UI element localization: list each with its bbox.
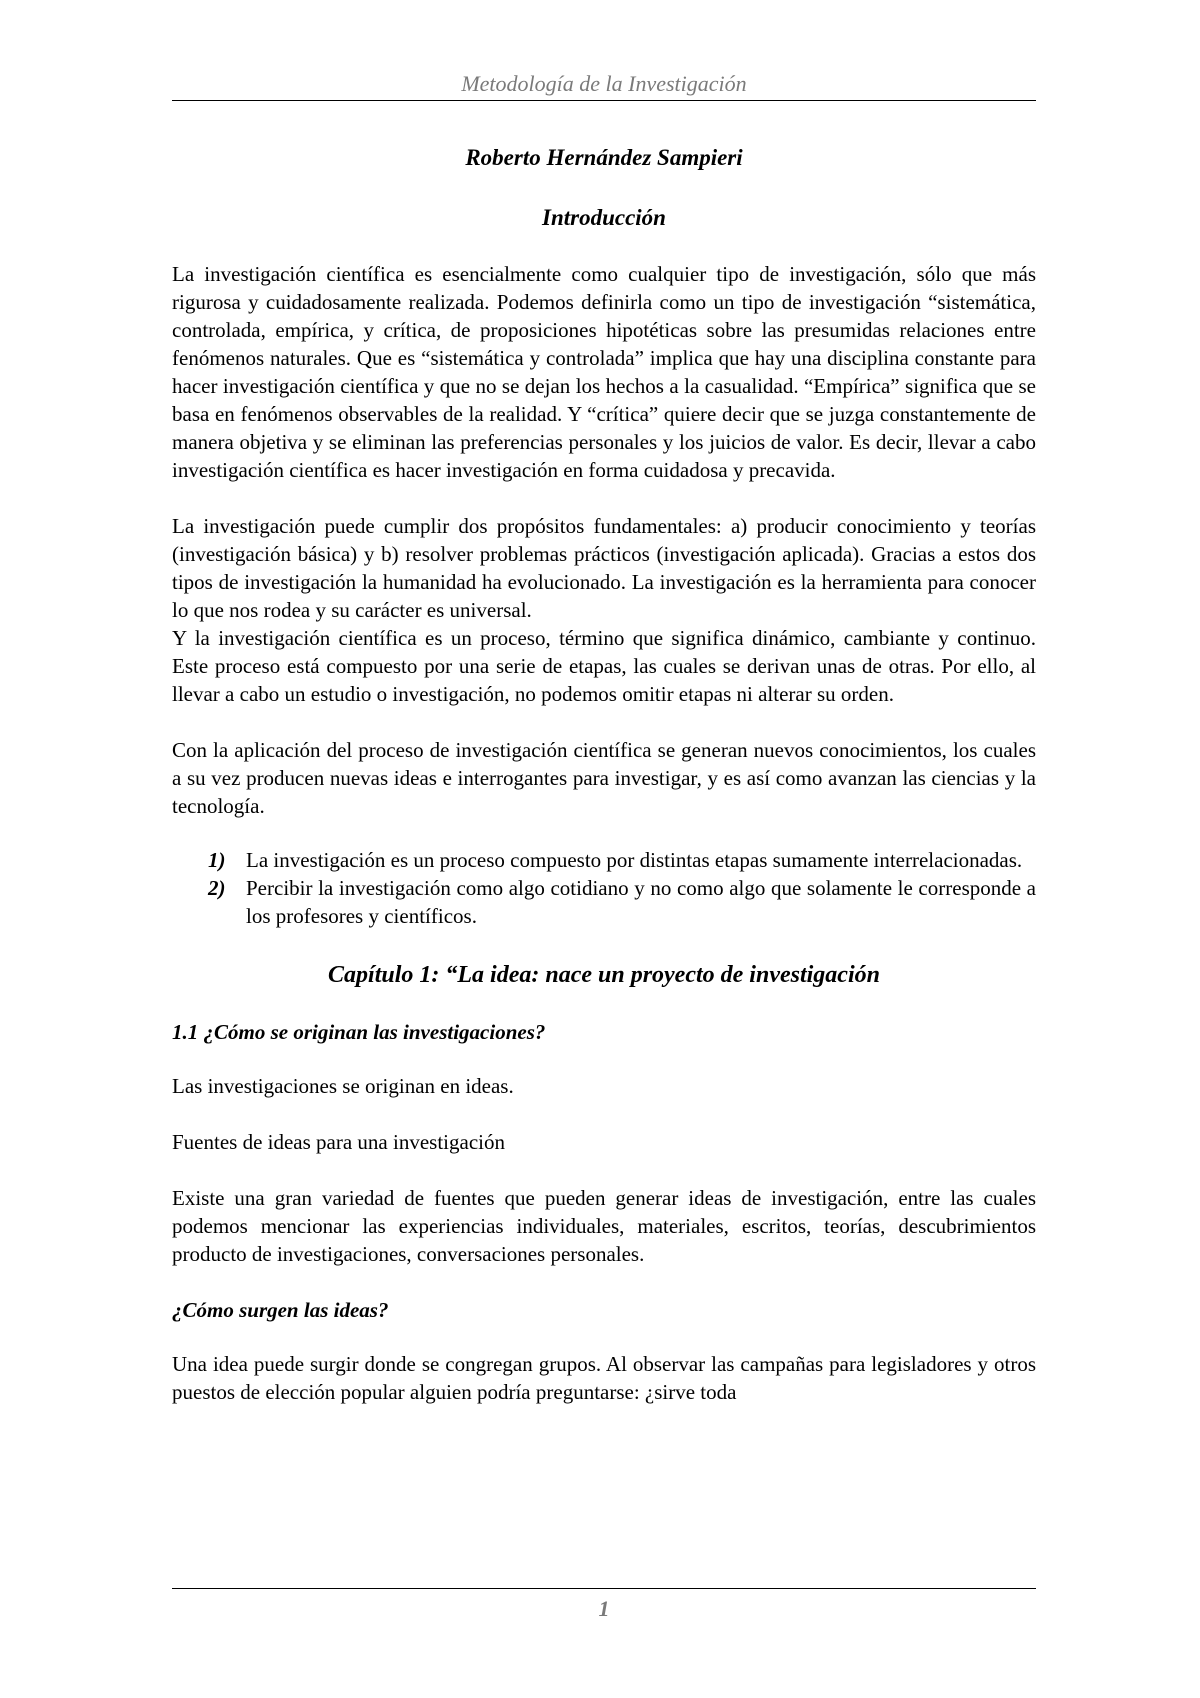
paragraph-sources-heading: Fuentes de ideas para una investigación <box>172 1130 505 1154</box>
list-text: Percibir la investigación como algo cotidiano y no como algo que solamente le corresponde a los profesores y científicos. <box>246 876 1036 928</box>
paragraph-purposes: La investigación puede cumplir dos propósitos fundamentales: a) producir conocimiento y teorías (investigación básica) y b) resolver problemas prácticos (investigación aplicada). Gracias a estos dos tipos de investigación la humanidad ha evolucionado. La investigación es la herramienta para conocer lo que nos rodea y su carácter es universal. <box>172 514 1036 622</box>
chapter-heading: Capítulo 1: “La idea: nace un proyecto de investigación <box>328 962 880 988</box>
paragraph-sources: Existe una gran variedad de fuentes que pueden generar ideas de investigación, entre las cuales podemos mencionar las experiencias individuales, materiales, escritos, teorías, descubrimientos producto de investigaciones, conversaciones personales. <box>172 1186 1036 1266</box>
paragraph-origin: Las investigaciones se originan en ideas. <box>172 1074 514 1098</box>
section-heading-how: ¿Cómo surgen las ideas? <box>172 1298 389 1322</box>
section-heading-1-1: 1.1 ¿Cómo se originan las investigaciones? <box>172 1020 546 1044</box>
page-number: 1 <box>172 1588 1036 1623</box>
paragraph-application: Con la aplicación del proceso de investigación científica se generan nuevos conocimientos, los cuales a su vez producen nuevas ideas e interrogantes para investigar, y es así como avanzan las ciencias y la tecnología. <box>172 738 1036 818</box>
list-text: La investigación es un proceso compuesto por distintas etapas sumamente interrelacionadas. <box>246 848 1023 872</box>
list-item <box>172 874 1036 930</box>
list-number: 1) <box>208 848 226 872</box>
running-header: Metodología de la Investigación <box>172 70 1036 101</box>
numbered-list <box>172 846 1036 930</box>
list-item <box>172 846 1036 874</box>
paragraph-how: Una idea puede surgir donde se congregan grupos. Al observar las campañas para legisladores y otros puestos de elección popular alguien podría preguntarse: ¿sirve toda <box>172 1352 1036 1404</box>
page-content <box>172 142 1036 1434</box>
paragraph-definition: La investigación científica es esencialmente como cualquier tipo de investigación, sólo que más rigurosa y cuidadosamente realizada. Podemos definirla como un tipo de investigación “sistemática, controlada, empírica, y crítica, de proposiciones hipotéticas sobre las presumidas relaciones entre fenómenos naturales. Que es “sistemática y controlada” implica que hay una disciplina constante para hacer investigación científica y que no se dejan los hechos a la casualidad. “Empírica” significa que se basa en fenómenos observables de la realidad. Y “crítica” quiere decir que se juzga constantemente de manera objetiva y se eliminan las preferencias personales y los juicios de valor. Es decir, llevar a cabo investigación científica es hacer investigación en forma cuidadosa y precavida. <box>172 262 1036 482</box>
paragraph-process: Y la investigación científica es un proceso, término que significa dinámico, cambiante y continuo. Este proceso está compuesto por una serie de etapas, las cuales se derivan unas de otras. Por ello, al llevar a cabo un estudio o investigación, no podemos omitir etapas ni alterar su orden. <box>172 626 1036 706</box>
list-number: 2) <box>208 876 226 900</box>
document-page <box>172 0 1036 1698</box>
intro-heading: Introducción <box>542 205 666 230</box>
author-name: Roberto Hernández Sampieri <box>465 145 743 170</box>
